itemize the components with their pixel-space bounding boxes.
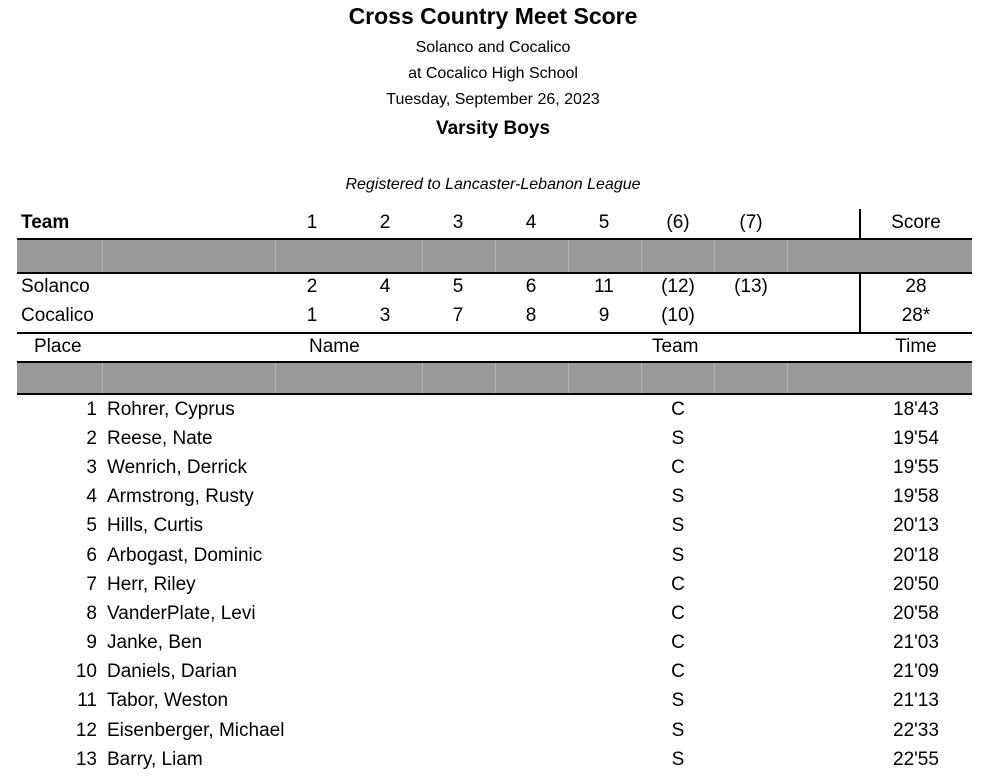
runner-time: 20'50 <box>893 574 939 595</box>
runner-team: C <box>671 632 685 653</box>
runner-time: 22'55 <box>893 749 939 770</box>
place-cell: 1 <box>306 305 318 326</box>
col-header-place: Place <box>34 336 82 357</box>
result-place: 6 <box>86 545 97 566</box>
result-place: 7 <box>86 574 97 595</box>
place-cell: 7 <box>452 305 464 326</box>
runner-time: 21'13 <box>893 690 939 711</box>
runner-team: C <box>671 603 685 624</box>
runner-name: Arbogast, Dominic <box>107 545 263 566</box>
runner-name: Wenrich, Derrick <box>107 457 248 478</box>
place-cell: 3 <box>379 305 391 326</box>
division-title: Varsity Boys <box>435 118 551 139</box>
gray-band <box>17 240 972 272</box>
runner-team: C <box>671 574 685 595</box>
runner-team: S <box>671 545 685 566</box>
divider <box>17 272 972 274</box>
result-place: 4 <box>86 486 97 507</box>
place-cell: 2 <box>306 276 318 297</box>
runner-time: 19'54 <box>893 428 939 449</box>
team-name: Solanco <box>21 276 90 297</box>
result-place: 8 <box>86 603 97 624</box>
date-line: Tuesday, September 26, 2023 <box>386 91 600 108</box>
col-header-team: Team <box>652 336 699 357</box>
col-header-7: (7) <box>739 212 763 233</box>
result-place: 1 <box>86 399 97 420</box>
runner-team: S <box>671 515 685 536</box>
runner-time: 21'09 <box>893 661 939 682</box>
runner-team: S <box>671 749 685 770</box>
place-cell: (12) <box>661 276 695 297</box>
runner-time: 18'43 <box>893 399 939 420</box>
col-header-time: Time <box>895 336 937 357</box>
gray-band <box>17 363 972 393</box>
runner-name: Armstrong, Rusty <box>107 486 254 507</box>
runner-name: Tabor, Weston <box>107 690 229 711</box>
col-header-name: Name <box>309 336 360 357</box>
runner-name: VanderPlate, Levi <box>107 603 256 624</box>
col-header-2: 2 <box>379 212 391 233</box>
divider <box>17 393 972 395</box>
place-cell: (13) <box>734 276 768 297</box>
place-cell: 11 <box>594 276 614 297</box>
location-line: at Cocalico High School <box>408 65 578 82</box>
runner-time: 20'58 <box>893 603 939 624</box>
teams-line: Solanco and Cocalico <box>415 39 571 56</box>
place-cell: 4 <box>379 276 391 297</box>
runner-name: Reese, Nate <box>107 428 213 449</box>
runner-name: Herr, Riley <box>107 574 196 595</box>
result-place: 12 <box>75 720 97 741</box>
runner-time: 19'55 <box>893 457 939 478</box>
result-place: 5 <box>86 515 97 536</box>
col-header-team: Team <box>21 212 70 233</box>
runner-team: C <box>671 661 685 682</box>
result-place: 13 <box>75 749 97 770</box>
col-header-1: 1 <box>306 212 318 233</box>
result-place: 3 <box>86 457 97 478</box>
runner-team: S <box>671 428 685 449</box>
place-cell: 9 <box>598 305 610 326</box>
result-place: 11 <box>77 690 97 711</box>
team-score: 28 <box>905 276 927 297</box>
col-header-4: 4 <box>525 212 537 233</box>
runner-team: S <box>671 690 685 711</box>
runner-team: C <box>671 457 685 478</box>
runner-time: 19'58 <box>893 486 939 507</box>
place-cell: (10) <box>661 305 695 326</box>
place-cell: 8 <box>525 305 537 326</box>
col-header-score: Score <box>891 212 941 233</box>
place-cell: 6 <box>525 276 537 297</box>
runner-team: C <box>671 399 685 420</box>
col-header-5: 5 <box>598 212 610 233</box>
runner-time: 20'13 <box>893 515 939 536</box>
place-cell: 5 <box>452 276 464 297</box>
runner-name: Hills, Curtis <box>107 515 204 536</box>
result-place: 2 <box>86 428 97 449</box>
runner-name: Barry, Liam <box>107 749 203 770</box>
divider <box>17 332 972 334</box>
page-title: Cross Country Meet Score <box>348 3 638 29</box>
result-place: 9 <box>86 632 97 653</box>
runner-name: Eisenberger, Michael <box>107 720 285 741</box>
runner-name: Rohrer, Cyprus <box>107 399 235 420</box>
team-score: 28* <box>901 305 931 326</box>
runner-name: Janke, Ben <box>107 632 203 653</box>
result-place: 10 <box>75 661 97 682</box>
team-name: Cocalico <box>21 305 94 326</box>
runner-time: 20'18 <box>893 545 939 566</box>
runner-team: S <box>671 486 685 507</box>
runner-time: 22'33 <box>893 720 939 741</box>
registration-note: Registered to Lancaster-Lebanon League <box>345 176 641 193</box>
runner-team: S <box>671 720 685 741</box>
runner-time: 21'03 <box>893 632 939 653</box>
col-header-6: (6) <box>666 212 690 233</box>
col-header-3: 3 <box>452 212 464 233</box>
runner-name: Daniels, Darian <box>107 661 237 682</box>
